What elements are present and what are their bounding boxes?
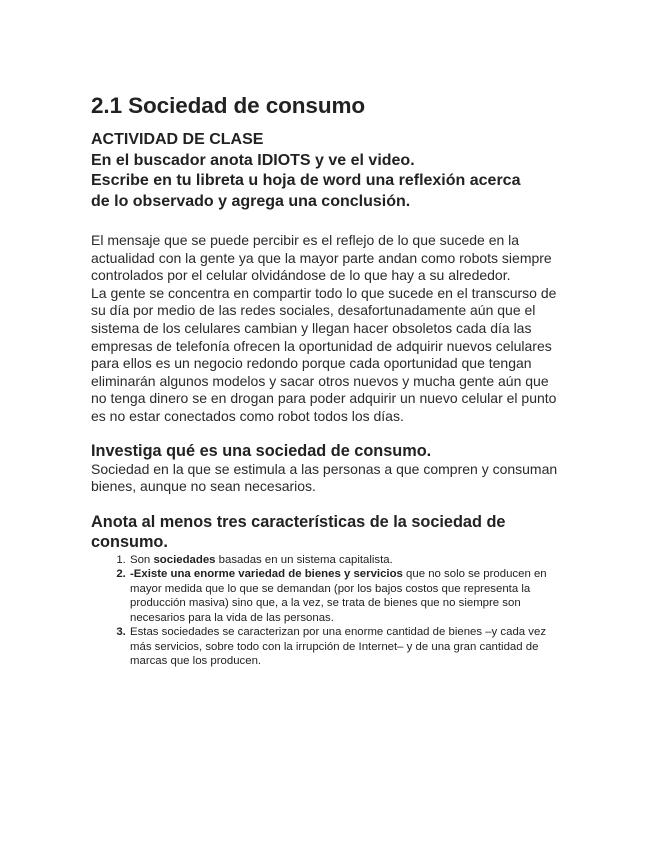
investiga-section: [91, 441, 566, 496]
page-title: 2.1 Sociedad de consumo: [91, 93, 366, 118]
item-bold-text: sociedades: [153, 553, 216, 566]
item-prefix: Son: [130, 553, 154, 566]
document-page: [91, 92, 566, 669]
item-text: basadas en un sistema capitalista.: [215, 553, 393, 566]
reflection-text: [91, 232, 566, 426]
activity-instructions: [91, 130, 566, 212]
caracteristicas-heading: Anota al menos tres características de la sociedad de consumo.: [91, 512, 506, 551]
investiga-heading: Investiga qué es una sociedad de consumo.: [91, 441, 432, 460]
investiga-answer-text: Sociedad en la que se estimula a las personas a que compren y consuman bienes, aunque no sean necesarios.: [91, 460, 558, 495]
activity-label: ACTIVIDAD DE CLASE: [91, 131, 264, 148]
activity-instruction-3: de lo observado y agrega una conclusión.: [91, 192, 411, 210]
activity-instruction-1: En el buscador anota IDIOTS y ve el video.: [91, 151, 415, 169]
list-item: [129, 625, 566, 669]
activity-instruction-2: Escribe en tu libreta u hoja de word una reflexión acerca: [91, 172, 521, 189]
caracteristicas-section: [91, 512, 566, 669]
reflection-paragraph-2: La gente se concentra en compartir todo lo que sucede en el transcurso de su día por medio de las redes sociales, desafortunadamente aún que el sistema de los celulares cambian y llegan hacer obsoletos cada día las empresas de telefonía ofrecen la oportunidad de adquirir nuevos celulares para ellos es un negocio redondo porque cada oportunidad que tengan eliminarán algunos modelos y sacar otros nuevos y mucha gente aún que no tenga dinero se en drogan para poder adquirir un nuevo celular el punto es no estar conectados como robot todos los días.: [91, 284, 557, 424]
list-item: [129, 567, 566, 625]
caracteristicas-list: [91, 553, 566, 669]
item-bold-text: -Existe una enorme variedad de bienes y servicios: [130, 568, 403, 581]
reflection-paragraph-1: El mensaje que se puede percibir es el reflejo de lo que sucede en la actualidad con la gente ya que la mayor parte andan como robots siempre controlados por el celular olvidándose de lo que hay a su alrededor.: [91, 232, 552, 284]
item-text: que no solo se producen en mayor medida que lo que se demandan (por los bajos costos que representa la producción masiva) sino que, a la vez, se trata de bienes que no siempre son necesarios para la vida de las personas.: [130, 568, 547, 624]
item-text: Estas sociedades se caracterizan por una enorme cantidad de bienes –y cada vez más servicios, sobre todo con la irrupción de Internet– y de una gran cantidad de marcas que los producen.: [130, 626, 547, 668]
investiga-answer: [91, 461, 566, 496]
list-item: [129, 553, 566, 568]
